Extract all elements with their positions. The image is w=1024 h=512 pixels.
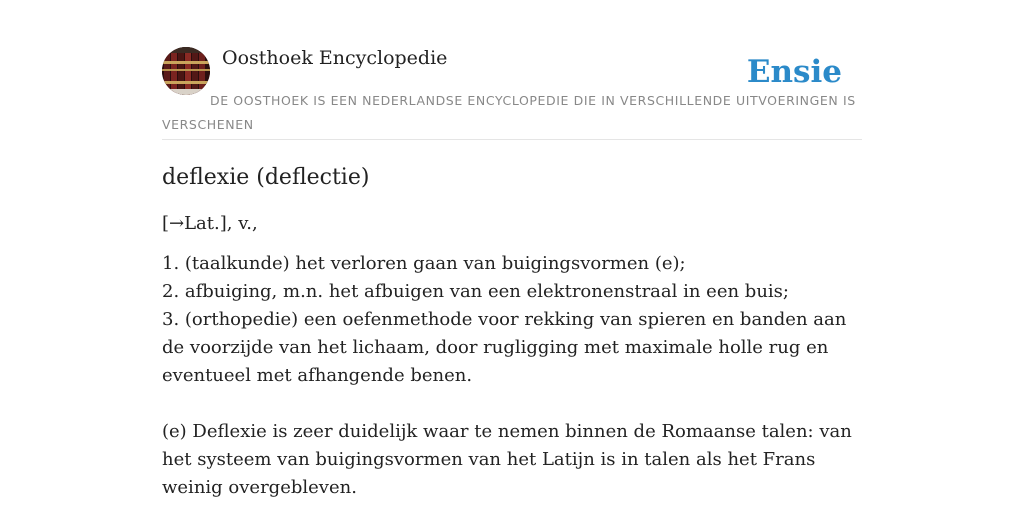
book-spines-icon (162, 47, 210, 95)
definition-item: 1. (taalkunde) het verloren gaan van buigingsvormen (e); (162, 253, 686, 274)
source-header (162, 46, 862, 140)
definition-item: 2. afbuiging, m.n. het afbuigen van een elektronenstraal in een buis; (162, 281, 789, 302)
entry-note: (e) Deflexie is zeer duidelijk waar te nemen binnen de Romaanse talen: van het systeem van buigingsvormen van het Latijn is in talen als het Frans weinig overgebleven. (162, 421, 852, 498)
source-avatar[interactable] (162, 47, 210, 95)
entry-content (162, 160, 862, 502)
source-name[interactable]: Oosthoek Encyclopedie (222, 47, 448, 69)
entry-etymology: [→Lat.], v., (162, 213, 258, 234)
definition-item: 3. (orthopedie) een oefenmethode voor rekking van spieren en banden aan de voorzijde van het lichaam, door rugligging met maximale holle rug en eventueel met afhangende benen. (162, 309, 847, 386)
entry-title: deflexie (deflectie) (162, 165, 370, 190)
entry-definitions (162, 250, 862, 390)
ensie-logo[interactable]: Ensie (746, 54, 842, 90)
source-description: DE OOSTHOEK IS EEN NEDERLANDSE ENCYCLOPEDIE DIE IN VERSCHILLENDE UITVOERINGEN IS VERSCHENEN (162, 93, 856, 132)
